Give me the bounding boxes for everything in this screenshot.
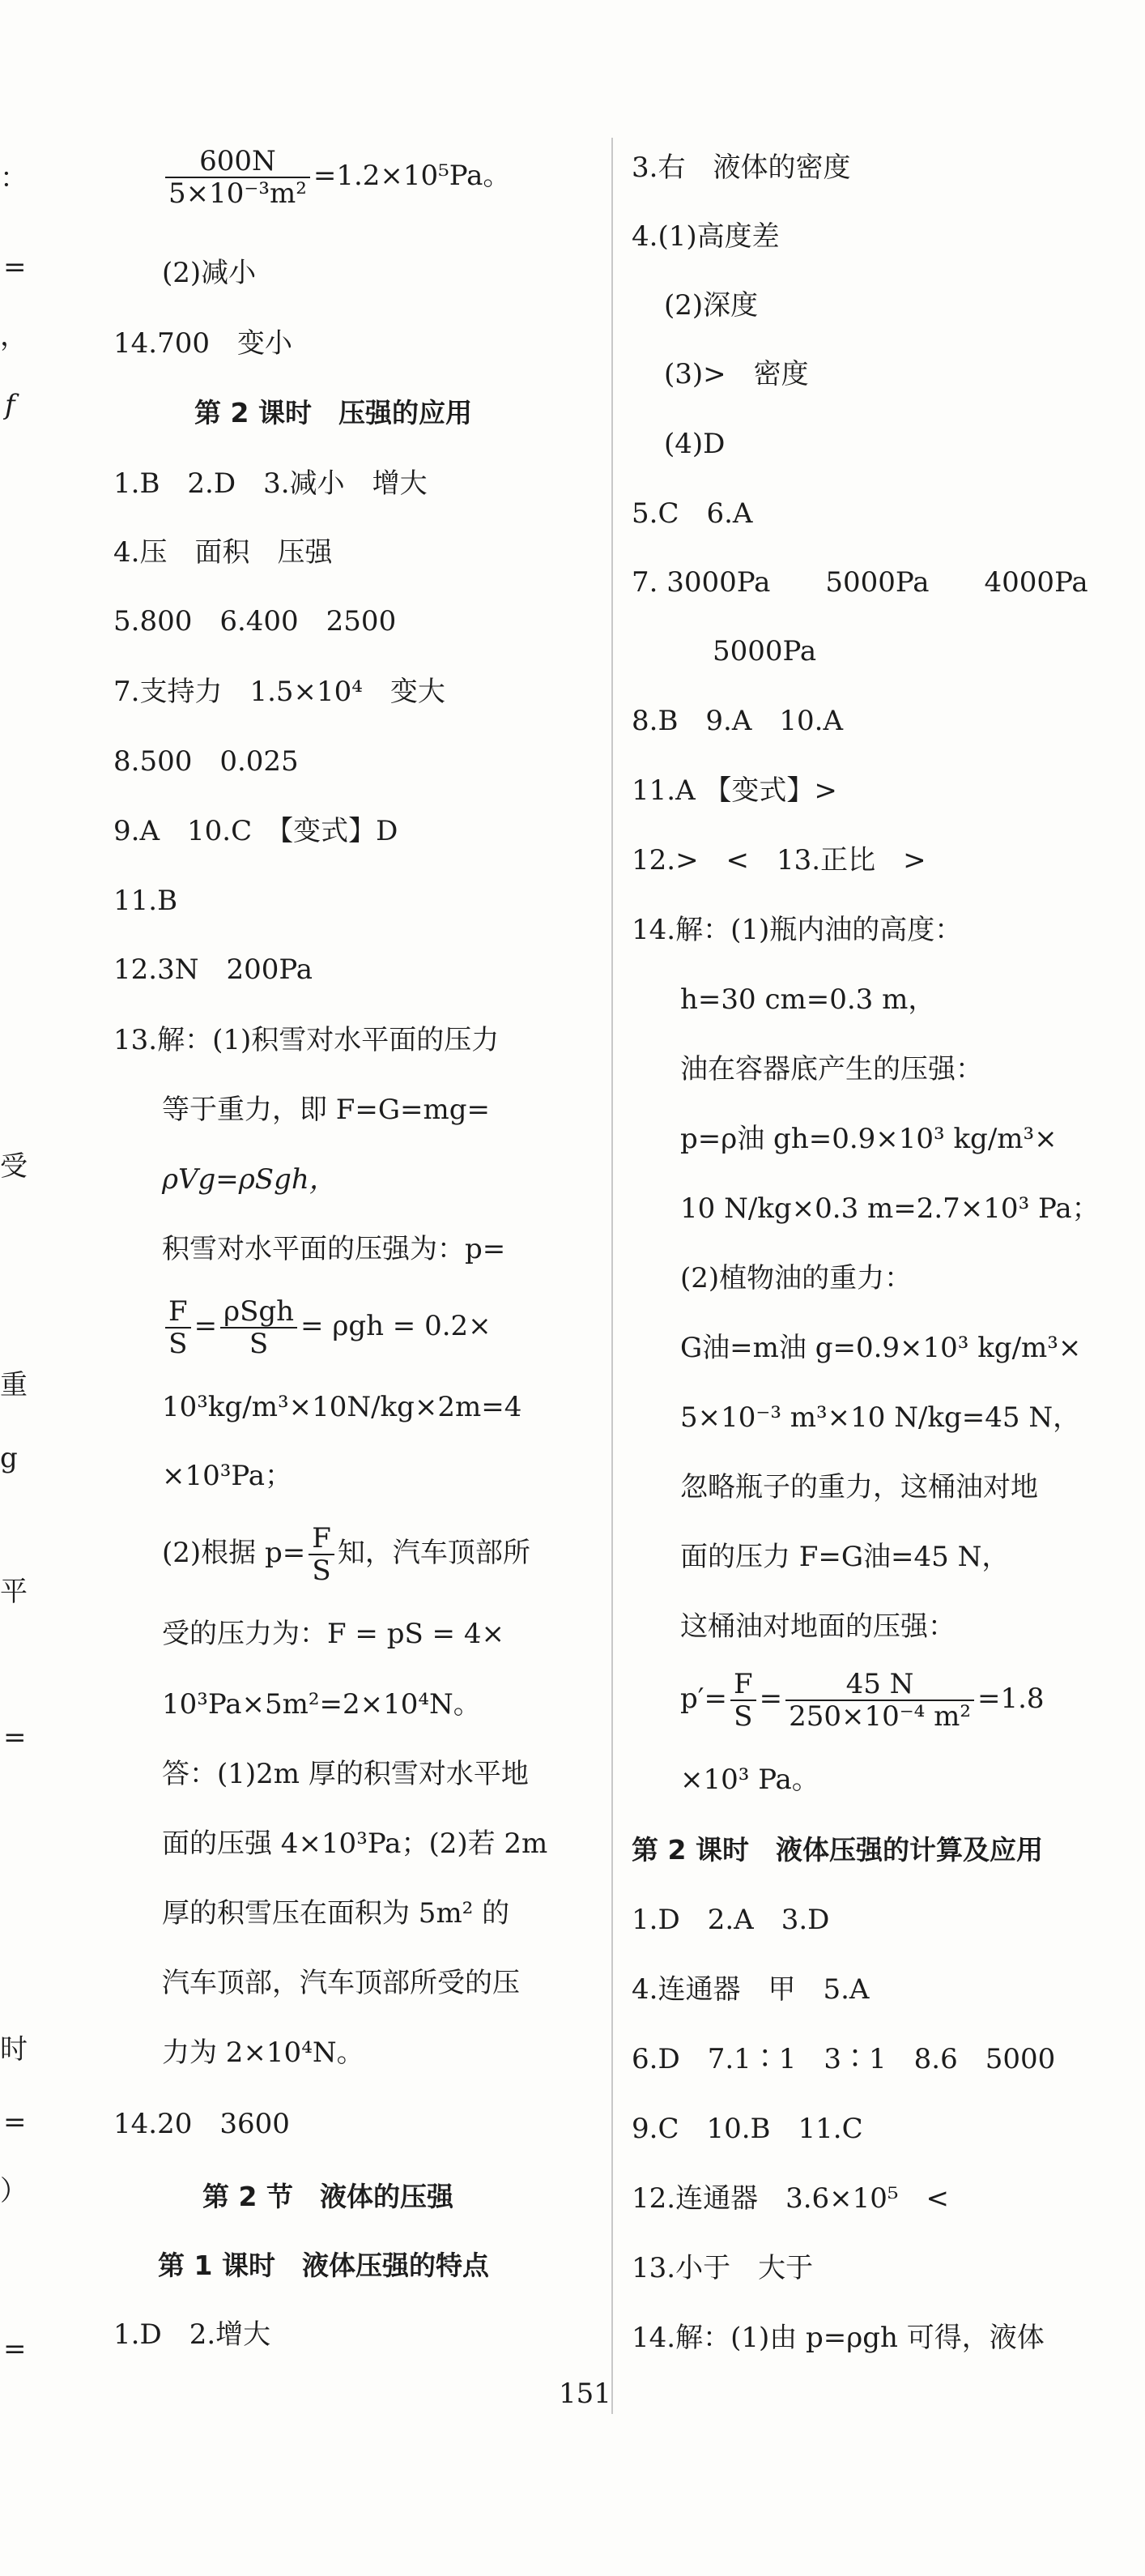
answer-line: 13.小于 大于 <box>632 2252 814 2284</box>
answer-line: (4)D <box>664 428 726 460</box>
fragment: ： <box>0 162 28 194</box>
answer-line: 汽车顶部，汽车顶部所受的压 <box>162 1967 520 1999</box>
answer-line: 8.500 0.025 <box>113 745 299 778</box>
formula-line: $\frac{F}{S}$ = $\frac{\text{ρSgh}}{S}$ = ρgh = 0.2× <box>162 1296 492 1359</box>
answer-line: 14.解：(1)由 p=ρgh 可得，液体 <box>632 2322 1045 2354</box>
answer-line: (2)深度 <box>664 289 759 322</box>
answer-line: 12.3N 200Pa <box>113 953 313 986</box>
answer-line: 14.20 3600 <box>113 2108 290 2140</box>
denominator: 250×10⁻⁴ m² <box>789 1700 971 1733</box>
answer-line: 忽略瓶子的重力，这桶油对地 <box>680 1471 1038 1503</box>
answer-line: 答：(1)2m 厚的积雪对水平地 <box>162 1758 529 1790</box>
answer-line: 7.支持力 1.5×10⁴ 变大 <box>113 676 445 708</box>
answer-line: h=30 cm=0.3 m， <box>680 983 936 1016</box>
column-divider <box>611 138 613 2414</box>
answer-line: 1.B 2.D 3.减小 增大 <box>113 467 428 500</box>
answer-line: 13.解：(1)积雪对水平面的压力 <box>113 1024 500 1056</box>
answer-line: 9.A 10.C 【变式】D <box>113 815 398 847</box>
fragment: 受 <box>0 1150 28 1183</box>
formula-prefix: p′= <box>680 1683 727 1715</box>
answer-line: 1.D 2.增大 <box>113 2318 271 2351</box>
formula-rest: =1.8 <box>977 1683 1045 1715</box>
fragment: 平 <box>0 1576 28 1608</box>
formula-rest: 知，汽车顶部所 <box>337 1537 530 1569</box>
section-heading: 第 2 课时 液体压强的计算及应用 <box>632 1834 1043 1866</box>
formula-line: p′= $\frac{F}{S}$ = $\frac{45 N}{\text{250×10⁻⁴ m²}}$ =1.8 <box>680 1668 1045 1733</box>
answer-line: 5000Pa <box>713 635 817 667</box>
answer-line: 7. 3000Pa 5000Pa 4000Pa <box>632 566 1088 599</box>
answer-line: 油在容器底产生的压强： <box>680 1053 983 1085</box>
answer-line: 14.700 变小 <box>113 327 292 360</box>
denominator: S <box>168 1328 188 1360</box>
answer-line: 6.D 7.1∶1 3∶1 8.6 5000 <box>632 2043 1056 2075</box>
answer-line: (2)减小 <box>162 257 257 289</box>
answer-line: 等于重力，即 F=G=mg= <box>162 1094 491 1126</box>
fragment: = <box>3 1721 27 1754</box>
section-heading: 第 1 课时 液体压强的特点 <box>158 2250 489 2281</box>
fraction <box>309 1523 334 1586</box>
answer-line: 面的压力 F=G油=45 N， <box>680 1541 1010 1573</box>
formula-rest: = ρgh = 0.2× <box>300 1310 492 1342</box>
section-heading: 第 2 节 液体的压强 <box>202 2181 453 2212</box>
formula-prefix: (2)根据 p= <box>162 1537 306 1569</box>
numerator: 45 N <box>785 1669 974 1701</box>
denominator: S <box>249 1328 269 1360</box>
page-number: 151 <box>559 2378 611 2410</box>
section-heading: 第 2 课时 压强的应用 <box>194 397 472 429</box>
answer-line: 8.B 9.A 10.A <box>632 705 844 737</box>
answer-line: 力为 2×10⁴N。 <box>162 2036 364 2069</box>
answer-line: p=ρ油 gh=0.9×10³ kg/m³× <box>680 1123 1058 1155</box>
answer-line: 10³Pa×5m²=2×10⁴N。 <box>162 1688 481 1721</box>
answer-line: (3)> 密度 <box>664 358 809 390</box>
answer-line: 积雪对水平面的压强为：p= <box>162 1233 506 1265</box>
fragment: f <box>5 389 15 421</box>
answer-line: ×10³Pa； <box>162 1460 293 1492</box>
numerator: 600N <box>165 146 310 178</box>
formula-line <box>162 1523 530 1586</box>
fraction <box>165 146 310 209</box>
answer-line: 面的压强 4×10³Pa；(2)若 2m <box>162 1828 548 1860</box>
answer-line: 14.解：(1)瓶内油的高度： <box>632 914 963 946</box>
fragment: = <box>3 2106 27 2139</box>
answer-line: 10³kg/m³×10N/kg×2m=4 <box>162 1391 522 1423</box>
answer-line: 11.A 【变式】> <box>632 774 837 807</box>
answer-line: 这桶油对地面的压强： <box>680 1610 956 1643</box>
answer-line: 5×10⁻³ m³×10 N/kg=45 N， <box>680 1401 1081 1434</box>
answer-line: 4.连通器 甲 5.A <box>632 1973 870 2006</box>
fragment: 重 <box>0 1369 28 1401</box>
answer-line: 受的压力为：F = pS = 4× <box>162 1618 504 1650</box>
fragment: ， <box>0 320 28 352</box>
fragment: ） <box>0 2175 28 2207</box>
answer-line: ρVg=ρSgh， <box>162 1163 337 1196</box>
answer-line: G油=m油 g=0.9×10³ kg/m³× <box>680 1332 1082 1364</box>
denominator: S <box>734 1700 753 1733</box>
answer-line: (2)植物油的重力： <box>680 1262 913 1294</box>
answer-line: 10 N/kg×0.3 m=2.7×10³ Pa； <box>680 1192 1100 1225</box>
fraction <box>730 1669 756 1732</box>
denominator: S <box>312 1555 331 1587</box>
formula-line <box>162 146 510 209</box>
answer-line: ×10³ Pa。 <box>680 1764 819 1796</box>
fraction <box>220 1296 297 1359</box>
numerator: F <box>309 1523 334 1555</box>
answer-line: 4.(1)高度差 <box>632 220 780 253</box>
answer-line: 12.> < 13.正比 > <box>632 844 926 876</box>
numerator: ρSgh <box>220 1296 297 1329</box>
answer-line: 9.C 10.B 11.C <box>632 2113 863 2145</box>
answer-line: 12.连通器 3.6×10⁵ < <box>632 2182 950 2215</box>
answer-line: 厚的积雪压在面积为 5m² 的 <box>162 1897 510 1930</box>
answer-line: 5.800 6.400 2500 <box>113 605 397 638</box>
denominator: 5×10⁻³m² <box>168 177 307 210</box>
answer-line: 4.压 面积 压强 <box>113 536 333 569</box>
fragment: 时 <box>0 2033 28 2066</box>
fraction <box>165 1296 191 1359</box>
numerator: F <box>165 1296 191 1329</box>
fraction <box>785 1669 974 1732</box>
answer-line: 5.C 6.A <box>632 497 753 530</box>
numerator: F <box>730 1669 756 1701</box>
fragment: = <box>3 251 27 284</box>
fragment: = <box>3 2333 27 2365</box>
answer-line: 11.B <box>113 885 178 917</box>
answer-line: 3.右 液体的密度 <box>632 151 851 184</box>
answer-line: 1.D 2.A 3.D <box>632 1904 830 1936</box>
formula-rest: =1.2×10⁵Pa。 <box>313 160 511 192</box>
fragment: g <box>0 1442 18 1474</box>
